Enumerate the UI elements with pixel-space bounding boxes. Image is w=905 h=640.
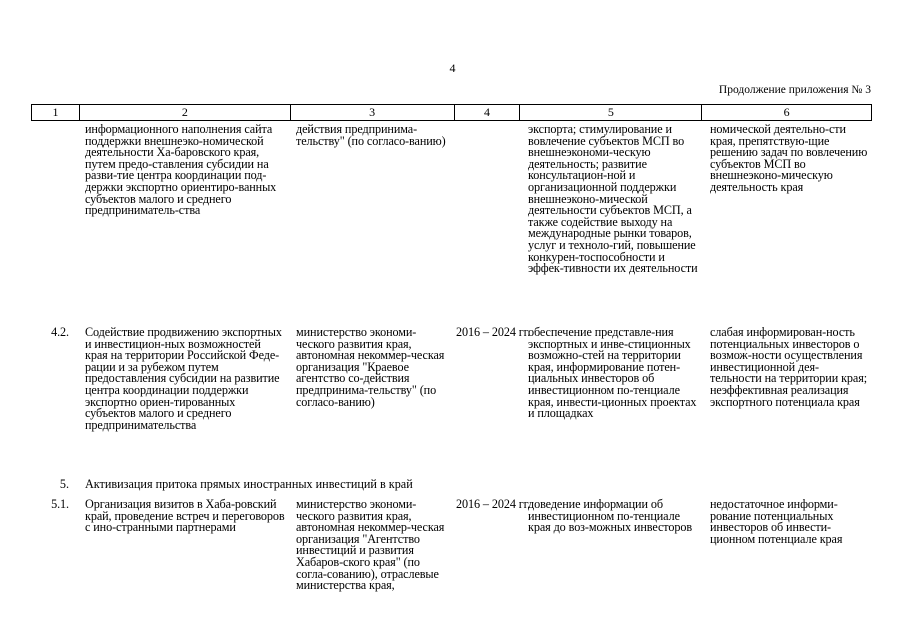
row-number: 5.1. bbox=[51, 497, 69, 511]
table-row bbox=[31, 124, 872, 327]
result-cell: обеспечение представле-ния экспортных и инве-стиционных возможно-стей на территории края, информирование потен-циальных инвесторов об инвестиционном по-тенциале края, инвести-ционных проектах и площадках bbox=[528, 325, 697, 421]
table-row bbox=[31, 327, 872, 477]
activity-cell: Организация визитов в Хаба-ровский край, проведение встреч и переговоров с ино-странными партнерами bbox=[85, 497, 285, 535]
consequence-cell: слабая информирован-ность потенциальных инвесторов о возмож-ности осуществления инвестиционной дея-тельности на территории края; неэффективная реализация экспортного потенциала края bbox=[710, 325, 867, 409]
executor-cell: действия предпринима-тельству" (по согласо-ванию) bbox=[296, 122, 446, 148]
consequence-cell: номической деятельно-сти края, препятствую-щие решению задач по вовлечению субъектов МСП во внешнеэконо-мическую деятельность края bbox=[710, 122, 868, 194]
header-col-2: 2 bbox=[80, 105, 291, 120]
period-cell: 2016 – 2024 гг. bbox=[456, 497, 531, 511]
section-number: 5. bbox=[59, 477, 69, 491]
header-col-1: 1 bbox=[32, 105, 80, 120]
period-cell bbox=[454, 124, 520, 327]
table-header-row bbox=[31, 104, 872, 121]
result-cell: доведение информации об инвестиционном по-тенциале края до воз-можных инвесторов bbox=[528, 497, 692, 535]
continuation-note: Продолжение приложения № 3 bbox=[718, 84, 871, 96]
row-number bbox=[31, 124, 79, 327]
activity-cell: информационного наполнения сайта поддержки внешнеэко-номической деятельности Ха-баровского края, путем предо-ставления субсидии на разви-тие центра координации под-держки экспортно ориентиро-ванных субъектов малого и среднего предприниматель-ства bbox=[85, 122, 277, 218]
result-cell: экспорта; стимулирование и вовлечение субъектов МСП во внешнеэкономи-ческую деятельность; развитие консультацион-ной и организационной поддержки внешнеэконо-мической деятельности субъектов МСП, а также содействие выходу на международные рынки товаров, услуг и техноло-гий, повышение конкурен-тоспособности и эффек-тивности их деятельности bbox=[528, 122, 698, 276]
header-col-6: 6 bbox=[702, 105, 872, 120]
section-title: Активизация притока прямых иностранных инвестиций в край bbox=[85, 477, 413, 491]
section-row bbox=[31, 477, 872, 499]
executor-cell: министерство экономи-ческого развития края, автономная некоммер-ческая организация "Агентство инвестиций и развития Хабаров-ского края" (по согла-сованию), отраслевые министерства края, bbox=[296, 497, 445, 593]
page-number: 4 bbox=[449, 61, 456, 75]
table-row bbox=[31, 499, 872, 624]
activity-cell: Содействие продвижению экспортных и инвестицион-ных возможностей края на территории Российской Феде-рации и за рубежом путем предоставления субсидии на развитие центра координации поддержки экспортно ориен-тированных субъектов малого и среднего предпринимательства bbox=[85, 325, 282, 432]
row-number: 4.2. bbox=[51, 325, 69, 339]
consequence-cell: недостаточное информи-рование потенциальных инвесторов об инвести-ционном потенциале края bbox=[710, 497, 843, 546]
period-cell: 2016 – 2024 гг. bbox=[456, 325, 531, 339]
appendix-table bbox=[31, 104, 872, 624]
header-col-5: 5 bbox=[520, 105, 702, 120]
header-col-4: 4 bbox=[455, 105, 521, 120]
header-col-3: 3 bbox=[291, 105, 455, 120]
executor-cell: министерство экономи-ческого развития края, автономная некоммер-ческая организация "Краевое агентство со-действия предпринима-тельству" (по согласо-ванию) bbox=[296, 325, 445, 409]
